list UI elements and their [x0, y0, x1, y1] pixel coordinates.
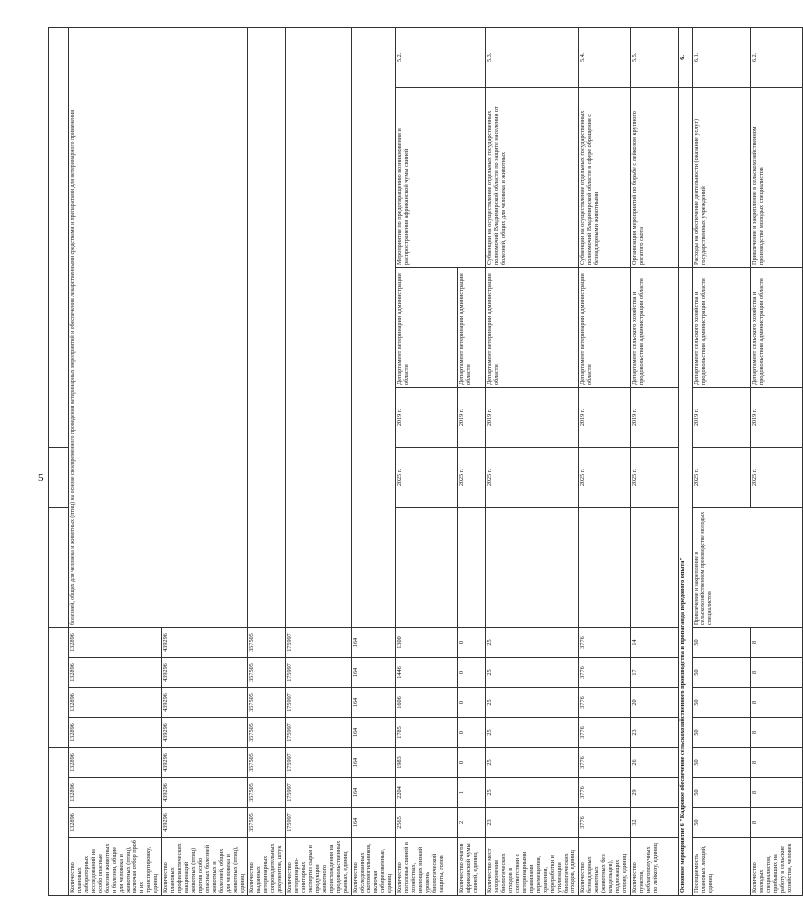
row-desc: Количество молодых специалистов, прибывших на работу в сельские хозяйства, человек	[750, 838, 802, 896]
start-year: 2019 г.	[486, 388, 579, 448]
table-cell: 439296	[162, 748, 248, 778]
table-cell: 14	[630, 628, 678, 658]
table-cell: 25	[486, 778, 579, 808]
table-cell: 50	[692, 778, 750, 808]
executor: Департамент сельского хозяйства и продовольствия администрации области	[692, 268, 750, 388]
row-desc: Количество очагов африканской чумы свиней, единиц	[458, 838, 486, 896]
program-activities-table	[48, 27, 803, 896]
table-cell: 175997	[286, 718, 351, 748]
start-year: 2019 г.	[750, 388, 802, 448]
table-cell: 439296	[162, 778, 248, 808]
table-cell: 439296	[162, 658, 248, 688]
row-desc: Количество мест захоронения биологических отходов в соответствии с ветеринарными правилами перемещения, хранения, переработки и утилизации биологических отходов, единиц	[486, 838, 579, 896]
table-cell: 132896	[69, 688, 162, 718]
table-cell: 439296	[162, 628, 248, 658]
table-cell: 175997	[286, 658, 351, 688]
table-cell: 50	[692, 628, 750, 658]
table-cell: 50	[692, 658, 750, 688]
table-cell: 175997	[286, 628, 351, 658]
table-cell: 25	[486, 658, 579, 688]
table-cell: 357505	[248, 658, 286, 688]
row-desc: Количество обследованных скотомогильников, включая сибиреязвенные, единиц	[351, 838, 396, 896]
table-cell: 8	[750, 778, 802, 808]
row-desc: Количество плановых профилактических вакцинаций животных (птиц) против особо опасных болезней животных и болезней, общих для человека и животных (птиц), единиц	[162, 838, 248, 896]
table-cell: 1	[458, 778, 486, 808]
table-cell: 3776	[579, 658, 631, 688]
table-cell: 3776	[579, 808, 631, 838]
table-cell: 25	[486, 718, 579, 748]
table-cell: 8	[750, 658, 802, 688]
table-cell: 50	[692, 748, 750, 778]
table-cell: 164	[351, 688, 396, 718]
table-cell: 0	[458, 688, 486, 718]
table-cell: 8	[750, 688, 802, 718]
executor: Департамент ветеринарии администрации области	[458, 268, 486, 388]
table-cell: 132896	[69, 658, 162, 688]
row-desc: Количество плановых лабораторных исследований на особо опасные болезни животных и болезни, общие для человека и животных (птиц), включая отбор проб и их транспортировку, единиц	[69, 838, 162, 896]
table-cell: 357505	[248, 718, 286, 748]
table-cell: 2565	[396, 808, 458, 838]
table-cell: 164	[351, 808, 396, 838]
executor: Департамент ветеринарии администрации области	[486, 268, 579, 388]
table-cell: 357505	[248, 748, 286, 778]
table-cell: 175997	[286, 808, 351, 838]
table-cell: 175997	[286, 688, 351, 718]
table-cell: 164	[351, 748, 396, 778]
section-heading: Основное мероприятие 6 "Кадровое обеспечение сельскохозяйственного производства и пропаганда передового опыта"	[678, 268, 692, 896]
section-number: 6.	[678, 27, 692, 87]
table-cell: 357505	[248, 688, 286, 718]
start-year: 2019 г.	[579, 388, 631, 448]
start-year: 2019 г.	[630, 388, 678, 448]
table-cell: 25	[486, 748, 579, 778]
row-desc: Количество ветеринарно-санитарных экспертиз сырья и продукции животного происхождения на продовольственных рынках, единиц	[286, 838, 351, 896]
table-cell: 132896	[69, 748, 162, 778]
table-cell: 26	[630, 748, 678, 778]
table-cell: 132896	[69, 628, 162, 658]
activity-name: Субвенции на осуществление отдельных государственных полномочий Владимирской области в сфере обращения с безнадзорными животными	[579, 88, 631, 268]
table-cell: 164	[351, 778, 396, 808]
table-cell: 132896	[69, 778, 162, 808]
table-cell: 29	[630, 778, 678, 808]
activity-name: Мероприятия по предотвращению возникновения и распространения африканской чумы свиней	[396, 88, 486, 268]
table-cell: 164	[351, 718, 396, 748]
table-cell: 8	[750, 808, 802, 838]
table-cell: 25	[486, 628, 579, 658]
table-cell: 8	[750, 718, 802, 748]
table-cell: 50	[692, 688, 750, 718]
start-year: 2019 г.	[396, 388, 458, 448]
table-cell: 1606	[396, 688, 458, 718]
table-cell: 20	[630, 688, 678, 718]
activity-number: 5.2.	[396, 27, 486, 87]
table-cell: 3776	[579, 748, 631, 778]
rotated-table-sheet	[48, 38, 793, 896]
activity-number: 5.3.	[486, 27, 579, 87]
table-cell: 3776	[579, 628, 631, 658]
table-cell: 132896	[69, 718, 162, 748]
table-cell: 3776	[579, 688, 631, 718]
table-cell: 175997	[286, 748, 351, 778]
table-cell: 2204	[396, 778, 458, 808]
table-cell: 439296	[162, 718, 248, 748]
end-year: 2025 г.	[630, 448, 678, 508]
table-cell: 8	[750, 748, 802, 778]
end-year: 2025 г.	[579, 448, 631, 508]
activity-number: 5.4.	[579, 27, 631, 87]
activity-name: Субвенции на осуществление отдельных государственных полномочий Владимирской области по защите населения от болезней, общих для человека и животных	[486, 88, 579, 268]
row-desc: Количество пунктов, неблагополучных по лейкозу, единиц	[630, 838, 678, 896]
table-cell: 32	[630, 808, 678, 838]
extra-text: Привлечение и закрепление в сельскохозяйственном производстве молодых специалистов	[692, 508, 802, 628]
activity-name: Расходы на обеспечение деятельности (оказание услуг) государственных учреждений	[692, 88, 750, 268]
table-cell: 357505	[248, 778, 286, 808]
table-cell: 23	[486, 808, 579, 838]
table-cell: 17	[630, 658, 678, 688]
table-cell: 0	[458, 748, 486, 778]
table-cell: 23	[630, 718, 678, 748]
end-year: 2025 г.	[692, 448, 750, 508]
page-number: 5	[38, 472, 44, 484]
table-cell: 50	[692, 808, 750, 838]
table-cell: 357505	[248, 628, 286, 658]
table-cell: 3776	[579, 778, 631, 808]
table-cell: 1785	[396, 718, 458, 748]
activity-name: Организация мероприятий по борьбе с лейкозом крупного рогатого скота	[630, 88, 678, 268]
end-year: 2025 г.	[396, 448, 458, 508]
activity-name: Привлечение и закрепление в сельскохозяйственном производстве молодых специалистов	[750, 88, 802, 268]
table-cell: 0	[458, 628, 486, 658]
table-cell: 0	[458, 718, 486, 748]
table-cell: 439296	[162, 688, 248, 718]
start-year: 2019 г.	[458, 388, 486, 448]
table-cell: 1983	[396, 748, 458, 778]
row-desc: Количество поголовья свиней в хозяйствах, имеющих низкий уровень биологической защиты, голов	[396, 838, 458, 896]
end-year: 2025 г.	[486, 448, 579, 508]
table-cell: 1446	[396, 658, 458, 688]
table-cell: 132896	[69, 808, 162, 838]
table-cell: 50	[692, 718, 750, 748]
end-year: 2025 г.	[750, 448, 802, 508]
extra-text: болезней, общих для человека и животных (птиц) на основе своевременного проведения ветеринарных мероприятий и обеспечения лекарственными средствами и препаратами для ветеринарного применения	[69, 27, 248, 627]
table-cell: 2	[458, 808, 486, 838]
start-year: 2019 г.	[692, 388, 750, 448]
table-cell: 3776	[579, 718, 631, 748]
end-year: 2025 г.	[458, 448, 486, 508]
row-desc: Количество выданных ветеринарных сопроводительных документов, штук	[248, 838, 286, 896]
activity-number: 6.2.	[750, 27, 802, 87]
table-cell: 164	[351, 628, 396, 658]
executor: Департамент сельского хозяйства и продовольствия администрации области	[630, 268, 678, 388]
table-cell: 0	[458, 658, 486, 688]
executor: Департамент ветеринарии администрации области	[579, 268, 631, 388]
executor: Департамент ветеринарии администрации области	[396, 268, 458, 388]
executor: Департамент сельского хозяйства и продовольствия администрации области	[750, 268, 802, 388]
table-cell: 439296	[162, 808, 248, 838]
table-cell: 25	[486, 688, 579, 718]
table-cell: 8	[750, 628, 802, 658]
table-cell: 1300	[396, 628, 458, 658]
row-desc: Посещаемость плановых лекций, единиц	[692, 838, 750, 896]
activity-number: 5.5.	[630, 27, 678, 87]
table-cell: 175997	[286, 778, 351, 808]
activity-number: 6.1.	[692, 27, 750, 87]
table-cell: 357505	[248, 808, 286, 838]
row-desc: Количество безнадзорных животных (животных без владельцев), подлежащих отлову, единиц	[579, 838, 631, 896]
table-cell: 164	[351, 658, 396, 688]
